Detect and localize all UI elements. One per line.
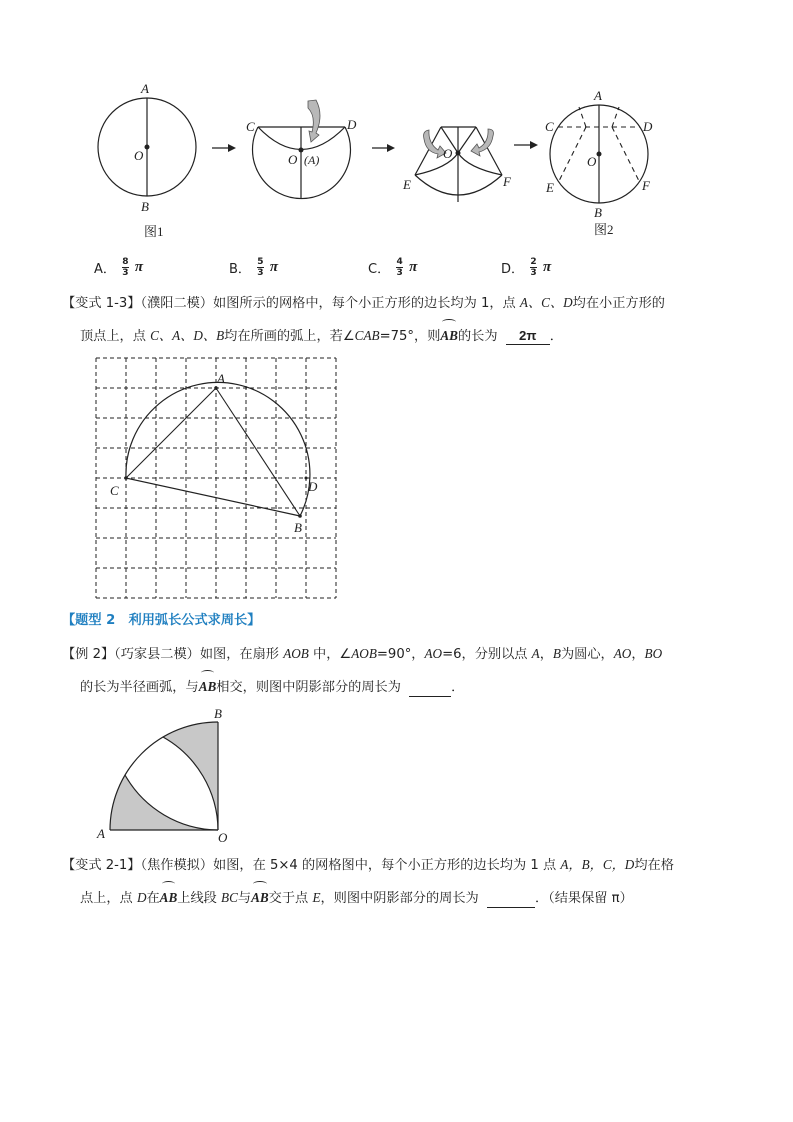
option-d[interactable] — [501, 257, 551, 278]
variant-2-1-line2: 点上，点 D在AB上线段 BC与AB交于点 E，则图中阴影部分的周长为 ．（结果保留 π） — [80, 882, 633, 915]
arc-CAB — [126, 382, 310, 516]
label-D: D — [347, 117, 357, 132]
shaded-region-upper — [163, 722, 218, 830]
variant-2-1-line1: 【变式 2-1】（焦作模拟）如图，在 5×4 的网格图中，每个小正方形的边长均为 1 点 A，B，C，D均在格 — [62, 857, 674, 873]
option-c[interactable] — [368, 257, 417, 278]
label-A-paren: (A) — [304, 153, 320, 167]
label-A: A — [97, 826, 105, 841]
segment-AC — [126, 388, 216, 478]
shaded-region-lower — [110, 775, 218, 830]
variant-tag: 【变式 2-1】 — [62, 858, 141, 873]
section-heading: 【题型 2 利用弧长公式求周长】 — [62, 613, 261, 628]
arrow-right-icon — [212, 144, 236, 152]
label-C: C — [246, 119, 255, 134]
source: （濮阳二模） — [140, 296, 214, 311]
arrow-right-icon — [514, 141, 538, 149]
example-2-line1: 【例 2】（巧家县二模）如图，在扇形 AOB 中，∠AOB=90°，AO=6，分别以点 A，B为圆心，AO，BO — [62, 646, 663, 662]
answer-blank[interactable] — [409, 680, 451, 697]
fraction: $\frac{4}{3}$ — [396, 257, 403, 278]
label-C: C — [110, 483, 119, 498]
sector-figure — [90, 700, 240, 850]
fig1-step2-folded — [246, 100, 357, 199]
option-letter: D． — [501, 262, 525, 277]
label-B: B — [294, 520, 302, 535]
source: （巧家县二模） — [114, 647, 200, 662]
option-letter: B． — [229, 262, 251, 277]
label-B: B — [214, 706, 222, 721]
label-E: E — [546, 180, 554, 195]
variant-1-3-line2: 顶点上，点 C、A、D、B均在所画的弧上，若∠CAB=75°，则AB的长为 2π ． — [80, 320, 563, 353]
arc-AB: AB — [440, 320, 458, 352]
label-D: D — [643, 119, 653, 134]
arrow-right-icon — [372, 144, 395, 152]
arc-AB: AB — [251, 882, 269, 914]
fraction: $\frac{2}{3}$ — [530, 257, 537, 278]
label-O: O — [288, 152, 298, 167]
fold-arrow-icon — [308, 100, 320, 142]
pi-symbol: π — [409, 259, 418, 275]
label-O: O — [587, 154, 597, 169]
grid-figure — [90, 352, 350, 608]
answer-blank[interactable] — [487, 891, 535, 908]
option-letter: A． — [94, 262, 116, 277]
label-O: O — [218, 830, 228, 845]
answer-blank[interactable]: 2π — [506, 328, 550, 345]
label-A: A — [217, 371, 225, 386]
segment-AB — [216, 388, 300, 516]
example-tag: 【例 2】 — [62, 647, 115, 662]
arc-AB: AB — [160, 882, 178, 914]
label-B: B — [594, 205, 602, 220]
option-a[interactable] — [94, 257, 143, 278]
figure1-caption: 图1 — [144, 224, 164, 239]
label-F: F — [642, 178, 650, 193]
option-b[interactable] — [229, 257, 278, 278]
label-O: O — [443, 146, 453, 161]
variant-tag: 【变式 1-3】 — [62, 296, 141, 311]
variant-1-3-line1: 【变式 1-3】（濮阳二模）如图所示的网格中，每个小正方形的边长均为 1，点 A、C、D均在小正方形的 — [62, 295, 665, 311]
fraction: $\frac{8}{3}$ — [122, 257, 129, 278]
pi-symbol: π — [543, 259, 552, 275]
fig1-step1-circle — [98, 81, 196, 214]
figure-2-circle — [545, 88, 653, 220]
label-A: A — [594, 88, 602, 103]
label-C: C — [545, 119, 554, 134]
arc-AB: AB — [199, 671, 217, 703]
source: （焦作模拟） — [140, 858, 214, 873]
pi-symbol: π — [134, 259, 144, 275]
figure2-caption: 图2 — [594, 222, 614, 237]
label-D: D — [308, 479, 318, 494]
label-A: A — [141, 81, 149, 96]
label-E: E — [403, 177, 411, 192]
label-B: B — [141, 199, 149, 214]
option-letter: C． — [368, 262, 391, 277]
segment-CB — [126, 478, 300, 516]
pi-symbol: π — [269, 259, 279, 275]
fig1-step3-folded — [402, 127, 512, 202]
label-F: F — [503, 174, 511, 189]
example-2-line2: 的长为半径画弧，与AB相交，则图中阴影部分的周长为 ． — [80, 671, 464, 704]
figure-1-sequence — [0, 70, 793, 250]
fraction: $\frac{5}{3}$ — [257, 257, 264, 278]
label-O: O — [134, 148, 144, 163]
